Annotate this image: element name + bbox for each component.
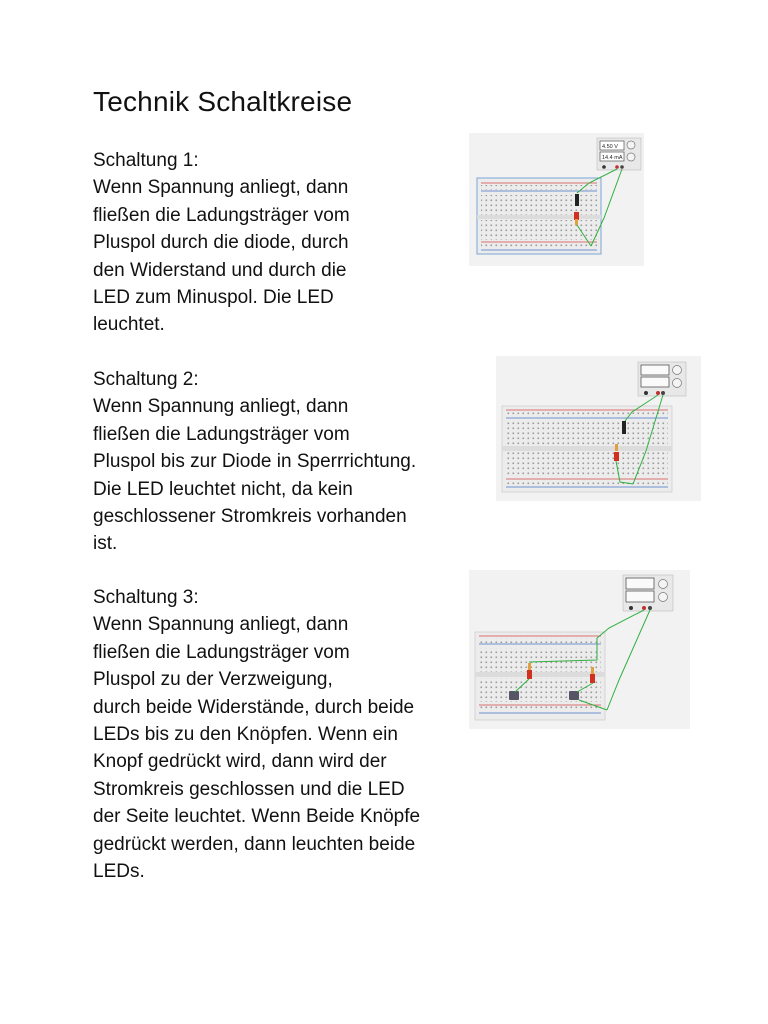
text-line: LEDs.: [93, 861, 145, 883]
voltage-readout: 4.50 V: [602, 144, 618, 150]
text-line: Pluspol durch die diode, durch: [93, 232, 349, 254]
text-line: Pluspol zu der Verzweigung,: [93, 669, 333, 691]
text-line: durch beide Widerstände, durch beide: [93, 696, 415, 718]
text-line: Knopf gedrückt wird, dann wird der: [93, 751, 387, 773]
section-heading: Schaltung 2:: [93, 369, 199, 390]
power-supply: [638, 362, 686, 396]
text-line: leuchtet.: [93, 314, 165, 336]
section-schaltung-3: [93, 584, 420, 885]
led: [574, 212, 579, 220]
led: [614, 452, 619, 461]
text-line: Wenn Spannung anliegt, dann: [93, 614, 349, 636]
resistor-right: [591, 667, 594, 674]
wire: [607, 610, 650, 710]
text-line: Wenn Spannung anliegt, dann: [93, 177, 349, 199]
text-line: LEDs bis zu den Knöpfen. Wenn ein: [93, 724, 398, 746]
text-line: den Widerstand und durch die: [93, 259, 347, 281]
text-line: geschlossener Stromkreis vorhanden: [93, 506, 407, 528]
circuit-image-2: [496, 356, 701, 501]
breadboard: [477, 178, 601, 254]
diode: [622, 421, 626, 434]
text-line: Stromkreis geschlossen und die LED: [93, 778, 405, 800]
push-button-right: [569, 691, 579, 700]
push-button-left: [509, 691, 519, 700]
led-right: [590, 674, 595, 683]
resistor: [615, 444, 618, 451]
text-line: fließen die Ladungsträger vom: [93, 641, 350, 663]
text-line: ist.: [93, 533, 118, 555]
resistor: [575, 219, 578, 225]
page-title: Technik Schaltkreise: [93, 86, 353, 117]
section-heading: Schaltung 3:: [93, 587, 199, 608]
power-supply: [597, 138, 641, 170]
resistor-left: [528, 663, 531, 670]
text-line: Wenn Spannung anliegt, dann: [93, 396, 349, 418]
led-left: [527, 670, 532, 679]
section-schaltung-1: [93, 147, 350, 339]
text-line: LED zum Minuspol. Die LED: [93, 287, 334, 309]
power-supply: [623, 575, 673, 611]
text-line: fließen die Ladungsträger vom: [93, 423, 350, 445]
section-schaltung-2: [93, 366, 416, 558]
diode: [575, 194, 579, 206]
text-line: fließen die Ladungsträger vom: [93, 204, 350, 226]
text-line: gedrückt werden, dann leuchten beide: [93, 833, 416, 855]
text-line: Pluspol bis zur Diode in Sperrrichtung.: [93, 451, 417, 473]
current-readout: 14.4 mA: [602, 155, 623, 161]
section-heading: Schaltung 1:: [93, 150, 199, 171]
text-line: der Seite leuchtet. Wenn Beide Knöpfe: [93, 806, 421, 828]
circuit-image-1: [469, 133, 644, 266]
text-line: Die LED leuchtet nicht, da kein: [93, 478, 353, 500]
breadboard: [475, 632, 605, 720]
circuit-image-3: [469, 570, 690, 729]
